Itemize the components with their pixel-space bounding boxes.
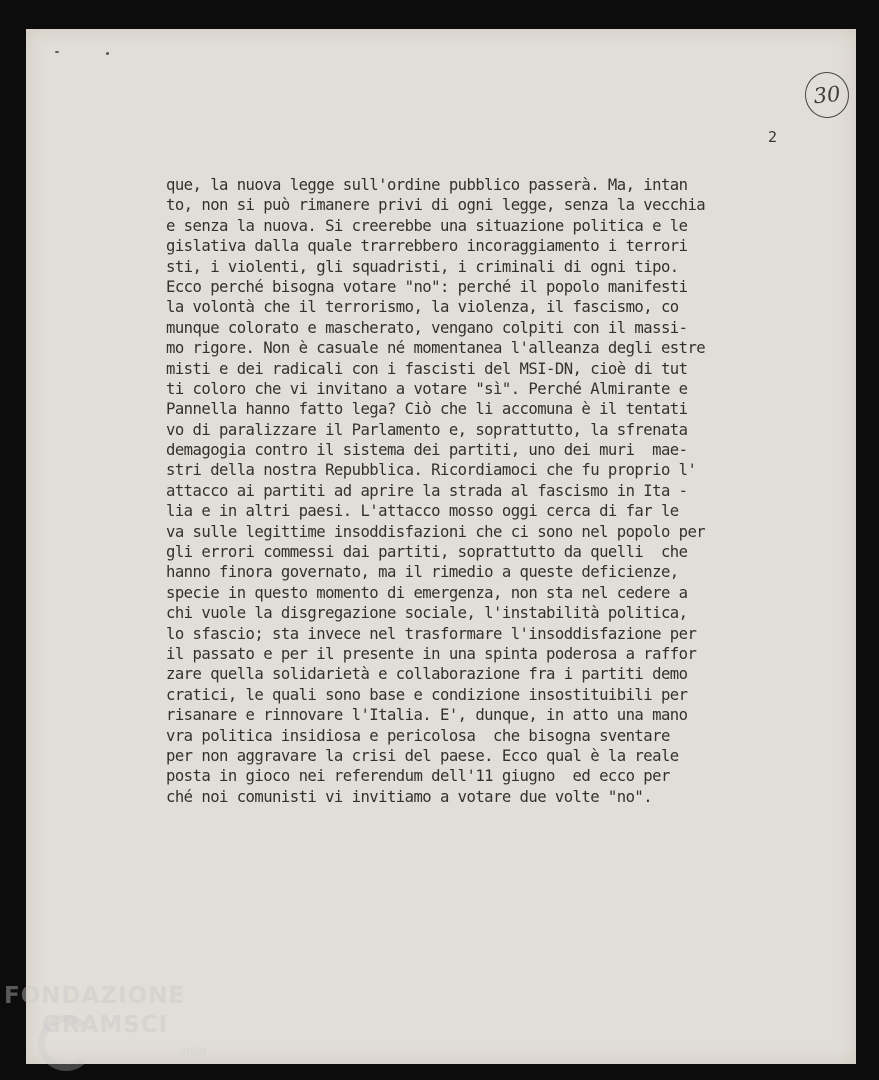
watermark-name: GRAMSCI	[42, 1012, 169, 1038]
handwritten-folio-number: 30	[803, 70, 852, 120]
text-line: munque colorato e mascherato, vengano colpiti con il massi-	[166, 318, 688, 337]
typewritten-body	[166, 175, 705, 807]
text-line: cratici, le quali sono base e condizione insostituibili per	[166, 685, 688, 704]
text-line: risanare e rinnovare l'Italia. E', dunque, in atto una mano	[166, 706, 688, 725]
watermark-org: FONDAZIONE	[4, 983, 186, 1009]
text-line: misti e dei radicali con i fascisti del MSI-DN, cioè di tut	[166, 359, 688, 378]
text-line: il passato e per il presente in una spinta poderosa a raffor	[166, 644, 697, 663]
text-line: ti coloro che vi invitano a votare "sì". Perché Almirante e	[166, 379, 688, 398]
fondazione-gramsci-watermark	[4, 983, 207, 1057]
text-line: que, la nuova legge sull'ordine pubblico passerà. Ma, intan	[166, 176, 688, 194]
text-line: e senza la nuova. Si creerebbe una situazione politica e le	[166, 216, 688, 235]
text-line: gli errori commessi dai partiti, soprattutto da quelli che	[166, 543, 688, 562]
text-line: posta in gioco nei referendum dell'11 giugno ed ecco per	[166, 767, 670, 786]
text-line: mo rigore. Non è casuale né momentanea l'alleanza degli estre	[166, 339, 706, 358]
watermark-logo-ring	[38, 1015, 94, 1071]
text-line: ché noi comunisti vi invitiamo a votare due volte "no".	[166, 787, 653, 806]
text-line: lia e in altri paesi. L'attacco mosso oggi cerca di far le	[166, 502, 679, 521]
text-line: vra politica insidiosa e pericolosa che bisogna sventare	[166, 726, 670, 745]
text-line: gislativa dalla quale trarrebbero incoraggiamento i terrori	[166, 237, 688, 256]
text-line: Pannella hanno fatto lega? Ciò che li accomuna è il tentati	[166, 400, 688, 419]
text-line: va sulle legittime insoddisfazioni che ci sono nel popolo per	[166, 522, 706, 541]
text-line: demagogia contro il sistema dei partiti, uno dei muri mae-	[166, 441, 688, 460]
text-line: zare quella solidarietà e collaborazione fra i partiti demo	[166, 665, 688, 684]
text-line: chi vuole la disgregazione sociale, l'instabilità politica,	[166, 604, 688, 623]
text-line: vo di paralizzare il Parlamento e, soprattutto, la sfrenata	[166, 420, 688, 439]
text-line: to, non si può rimanere privi di ogni legge, senza la vecchia	[166, 196, 706, 215]
paper-speck	[106, 52, 109, 55]
paper-speck	[55, 51, 59, 53]
watermark-suffix: onlus	[180, 1046, 207, 1057]
text-line: Ecco perché bisogna votare "no": perché il popolo manifesti	[166, 277, 688, 296]
page-number: 2	[768, 128, 778, 146]
text-line: lo sfascio; sta invece nel trasformare l'insoddisfazione per	[166, 624, 697, 643]
text-line: stri della nostra Repubblica. Ricordiamoci che fu proprio l'	[166, 461, 697, 480]
text-line: hanno finora governato, ma il rimedio a queste deficienze,	[166, 563, 679, 582]
text-line: attacco ai partiti ad aprire la strada al fascismo in Ita -	[166, 481, 688, 500]
text-line: per non aggravare la crisi del paese. Ecco qual è la reale	[166, 746, 679, 765]
text-line: sti, i violenti, gli squadristi, i criminali di ogni tipo.	[166, 257, 679, 276]
text-line: specie in questo momento di emergenza, non sta nel cedere a	[166, 583, 688, 602]
text-line: la volontà che il terrorismo, la violenza, il fascismo, co	[166, 298, 679, 317]
